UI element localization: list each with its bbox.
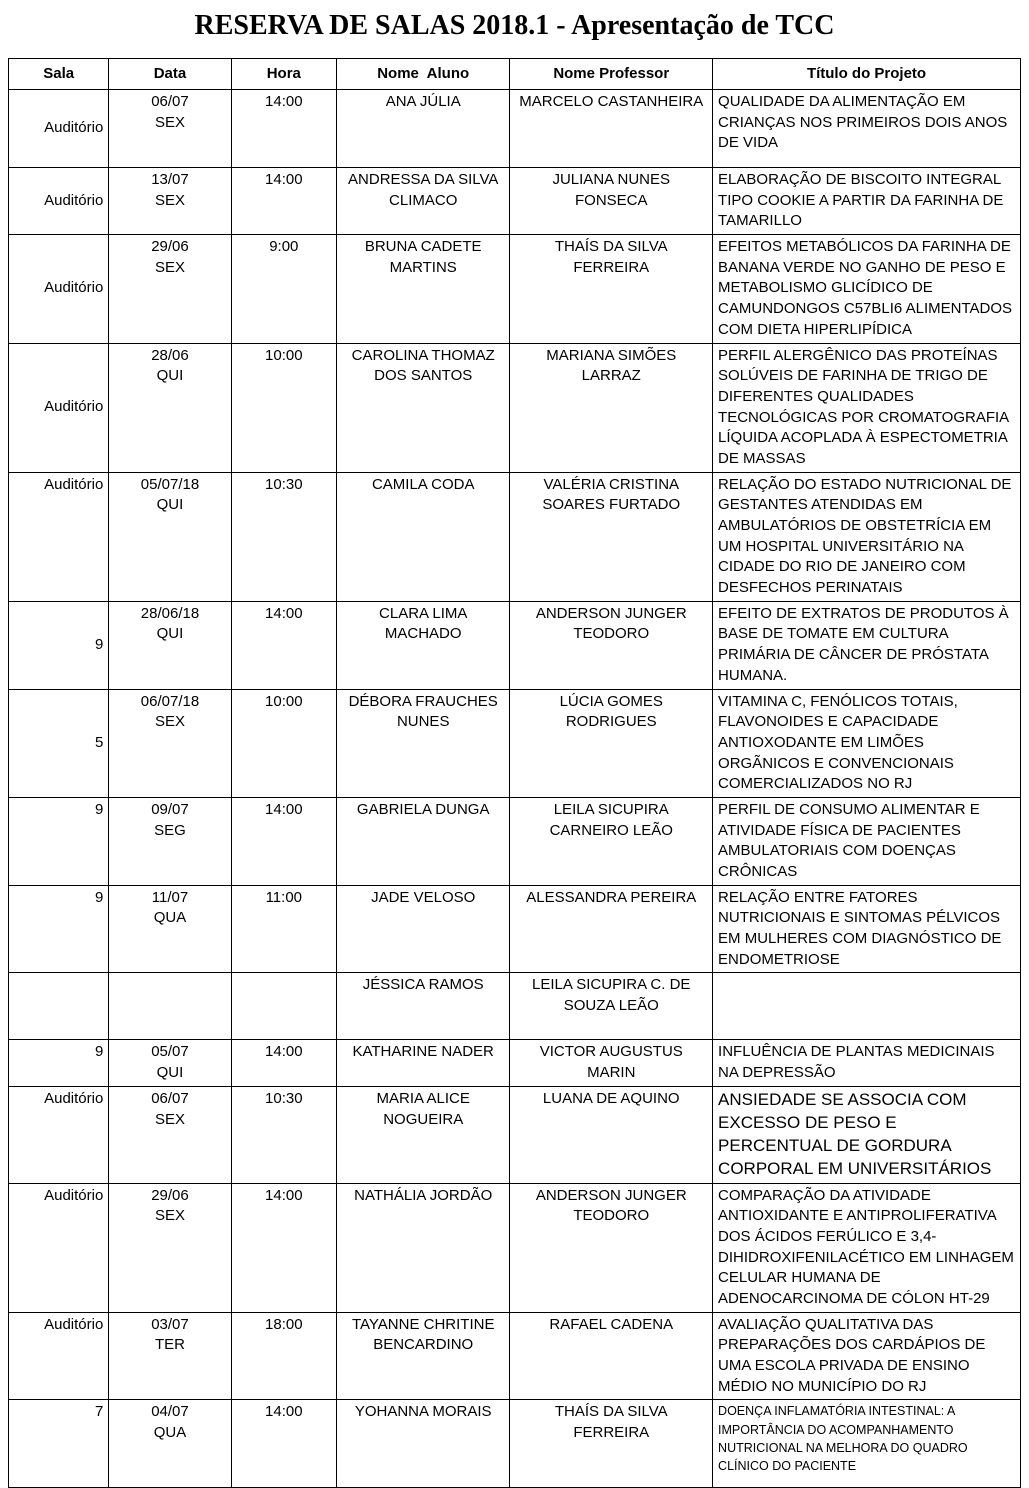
cell-nome-professor: VICTOR AUGUSTUS MARIN <box>510 1040 713 1086</box>
cell-nome-aluno: MARIA ALICE NOGUEIRA <box>336 1086 510 1183</box>
weekday-text: QUI <box>156 625 184 643</box>
cell-data <box>109 472 231 601</box>
cell-data <box>109 973 231 1040</box>
cell-nome-aluno: JADE VELOSO <box>336 885 510 973</box>
cell-nome-aluno: NATHÁLIA JORDÃO <box>336 1183 510 1312</box>
weekday-text: SEX <box>154 713 185 731</box>
cell-data <box>109 797 231 885</box>
cell-hora: 14:00 <box>231 1400 336 1488</box>
date-text: 09/07 <box>151 800 189 818</box>
header-cell-titulo-do-projeto: Título do Projeto <box>713 59 1021 90</box>
weekday-text: TER <box>154 1336 185 1354</box>
cell-data <box>109 343 231 472</box>
cell-nome-aluno: KATHARINE NADER <box>336 1040 510 1086</box>
cell-nome-professor: ALESSANDRA PEREIRA <box>510 885 713 973</box>
cell-titulo-projeto: RELAÇÃO ENTRE FATORES NUTRICIONAIS E SINTOMAS PÉLVICOS EM MULHERES COM DIAGNÓSTICO DE ENDOMETRIOSE <box>713 885 1021 973</box>
document-page <box>0 10 1029 1488</box>
table-row <box>9 235 1021 343</box>
cell-nome-aluno: CAROLINA THOMAZ DOS SANTOS <box>336 343 510 472</box>
date-text: 29/06 <box>151 1186 189 1204</box>
cell-nome-professor: THAÍS DA SILVA FERREIRA <box>510 1400 713 1488</box>
date-text: 28/06/18 <box>140 604 200 622</box>
cell-sala: 9 <box>9 601 109 689</box>
cell-hora: 18:00 <box>231 1312 336 1400</box>
table-row <box>9 885 1021 973</box>
weekday-text: SEX <box>154 113 185 131</box>
cell-titulo-projeto: DOENÇA INFLAMATÓRIA INTESTINAL: A IMPORTÂNCIA DO ACOMPANHAMENTO NUTRICIONAL NA MELHORA DO QUADRO CLÍNICO DO PACIENTE <box>713 1400 1021 1488</box>
cell-sala: Auditório <box>9 168 109 235</box>
cell-titulo-projeto: ANSIEDADE SE ASSOCIA COM EXCESSO DE PESO E PERCENTUAL DE GORDURA CORPORAL EM UNIVERSITÁRIOS <box>713 1086 1021 1183</box>
cell-data <box>109 1086 231 1183</box>
cell-nome-professor: LÚCIA GOMES RODRIGUES <box>510 689 713 797</box>
date-text: 04/07 <box>151 1403 189 1421</box>
cell-nome-professor: MARCELO CASTANHEIRA <box>510 90 713 168</box>
table-row <box>9 601 1021 689</box>
cell-titulo-projeto: RELAÇÃO DO ESTADO NUTRICIONAL DE GESTANTES ATENDIDAS EM AMBULATÓRIOS DE OBSTETRÍCIA EM UM HOSPITAL UNIVERSITÁRIO NA CIDADE DO RIO DE JANEIRO COM DESFECHOS PERINATAIS <box>713 472 1021 601</box>
table-row <box>9 1400 1021 1488</box>
cell-nome-professor: THAÍS DA SILVA FERREIRA <box>510 235 713 343</box>
cell-titulo-projeto: ELABORAÇÃO DE BISCOITO INTEGRAL TIPO COOKIE A PARTIR DA FARINHA DE TAMARILLO <box>713 168 1021 235</box>
cell-sala: Auditório <box>9 90 109 168</box>
date-text: 05/07/18 <box>140 475 200 493</box>
cell-sala: 9 <box>9 885 109 973</box>
cell-nome-aluno: TAYANNE CHRITINE BENCARDINO <box>336 1312 510 1400</box>
cell-sala: Auditório <box>9 1312 109 1400</box>
cell-data <box>109 1400 231 1488</box>
cell-nome-aluno: JÉSSICA RAMOS <box>336 973 510 1040</box>
cell-titulo-projeto: PERFIL DE CONSUMO ALIMENTAR E ATIVIDADE FÍSICA DE PACIENTES AMBULATORIAIS COM DOENÇAS CRÔNICAS <box>713 797 1021 885</box>
cell-titulo-projeto: AVALIAÇÃO QUALITATIVA DAS PREPARAÇÕES DOS CARDÁPIOS DE UMA ESCOLA PRIVADA DE ENSINO MÉDIO NO MUNICÍPIO DO RJ <box>713 1312 1021 1400</box>
cell-nome-professor: LEILA SICUPIRA C. DE SOUZA LEÃO <box>510 973 713 1040</box>
cell-nome-professor: ANDERSON JUNGER TEODORO <box>510 601 713 689</box>
cell-nome-aluno: CAMILA CODA <box>336 472 510 601</box>
cell-data <box>109 90 231 168</box>
cell-hora: 10:30 <box>231 1086 336 1183</box>
cell-hora: 14:00 <box>231 797 336 885</box>
cell-hora: 14:00 <box>231 168 336 235</box>
cell-data <box>109 1183 231 1312</box>
cell-titulo-projeto <box>713 973 1021 1040</box>
date-text: 29/06 <box>151 238 189 256</box>
header-cell-nome-aluno: Nome Aluno <box>336 59 510 90</box>
date-text: 05/07 <box>151 1043 189 1061</box>
cell-nome-professor: VALÉRIA CRISTINA SOARES FURTADO <box>510 472 713 601</box>
cell-sala: 5 <box>9 689 109 797</box>
cell-data <box>109 601 231 689</box>
table-body <box>9 90 1021 1488</box>
table-row <box>9 797 1021 885</box>
cell-hora: 10:00 <box>231 343 336 472</box>
table-row <box>9 343 1021 472</box>
date-text: 28/06 <box>151 346 189 364</box>
cell-hora: 10:00 <box>231 689 336 797</box>
cell-nome-professor: LUANA DE AQUINO <box>510 1086 713 1183</box>
table-row <box>9 168 1021 235</box>
cell-data <box>109 1040 231 1086</box>
header-cell-sala: Sala <box>9 59 109 90</box>
cell-hora: 9:00 <box>231 235 336 343</box>
cell-nome-professor: LEILA SICUPIRA CARNEIRO LEÃO <box>510 797 713 885</box>
weekday-text: SEX <box>154 191 185 209</box>
weekday-text: SEX <box>154 258 185 276</box>
cell-hora: 11:00 <box>231 885 336 973</box>
table-row <box>9 973 1021 1040</box>
cell-sala: Auditório <box>9 1183 109 1312</box>
weekday-text: SEG <box>154 821 186 839</box>
cell-sala: 9 <box>9 1040 109 1086</box>
weekday-text: QUA <box>153 909 187 927</box>
date-text: 06/07/18 <box>140 692 200 710</box>
date-text: 03/07 <box>151 1315 189 1333</box>
cell-nome-aluno: YOHANNA MORAIS <box>336 1400 510 1488</box>
cell-nome-aluno: DÉBORA FRAUCHES NUNES <box>336 689 510 797</box>
cell-titulo-projeto: VITAMINA C, FENÓLICOS TOTAIS, FLAVONOIDES E CAPACIDADE ANTIOXODANTE EM LIMÕES ORGÃNICOS E CONVENCIONAIS COMERCIALIZADOS NO RJ <box>713 689 1021 797</box>
cell-nome-professor: RAFAEL CADENA <box>510 1312 713 1400</box>
weekday-text: QUI <box>156 496 184 514</box>
cell-data <box>109 235 231 343</box>
cell-data <box>109 885 231 973</box>
header-cell-hora: Hora <box>231 59 336 90</box>
cell-data <box>109 1312 231 1400</box>
cell-nome-aluno: GABRIELA DUNGA <box>336 797 510 885</box>
cell-nome-aluno: ANDRESSA DA SILVA CLIMACO <box>336 168 510 235</box>
cell-data <box>109 689 231 797</box>
cell-titulo-projeto: EFEITO DE EXTRATOS DE PRODUTOS À BASE DE TOMATE EM CULTURA PRIMÁRIA DE CÂNCER DE PRÓSTATA HUMANA. <box>713 601 1021 689</box>
cell-titulo-projeto: COMPARAÇÃO DA ATIVIDADE ANTIOXIDANTE E ANTIPROLIFERATIVA DOS ÁCIDOS FERÚLICO E 3,4-DIHIDROXIFENILACÉTICO EM LINHAGEM CELULAR HUMANA DE ADENOCARCINOMA DE CÓLON HT-29 <box>713 1183 1021 1312</box>
cell-sala: Auditório <box>9 343 109 472</box>
weekday-text: QUI <box>156 367 184 385</box>
cell-sala: Auditório <box>9 1086 109 1183</box>
cell-sala: Auditório <box>9 235 109 343</box>
cell-nome-professor: JULIANA NUNES FONSECA <box>510 168 713 235</box>
table-row <box>9 689 1021 797</box>
header-cell-data: Data <box>109 59 231 90</box>
table-row <box>9 90 1021 168</box>
weekday-text: QUI <box>156 1064 184 1082</box>
date-text: 06/07 <box>151 1089 189 1107</box>
cell-hora: 14:00 <box>231 1040 336 1086</box>
cell-data <box>109 168 231 235</box>
header-row <box>9 59 1021 90</box>
cell-sala: Auditório <box>9 472 109 601</box>
cell-nome-professor: MARIANA SIMÕES LARRAZ <box>510 343 713 472</box>
header-cell-nome-professor: Nome Professor <box>510 59 713 90</box>
page-title: RESERVA DE SALAS 2018.1 - Apresentação de TCC <box>194 10 835 41</box>
weekday-text: QUA <box>153 1424 187 1442</box>
table-row <box>9 1312 1021 1400</box>
cell-nome-professor: ANDERSON JUNGER TEODORO <box>510 1183 713 1312</box>
cell-titulo-projeto: QUALIDADE DA ALIMENTAÇÃO EM CRIANÇAS NOS PRIMEIROS DOIS ANOS DE VIDA <box>713 90 1021 168</box>
date-text: 13/07 <box>151 171 189 188</box>
date-text: 11/07 <box>151 888 189 906</box>
table-row <box>9 1040 1021 1086</box>
cell-hora: 14:00 <box>231 90 336 168</box>
cell-sala: 9 <box>9 797 109 885</box>
table-row <box>9 472 1021 601</box>
table-row <box>9 1183 1021 1312</box>
cell-hora: 14:00 <box>231 601 336 689</box>
reservation-table <box>8 58 1021 1488</box>
date-text: 06/07 <box>151 93 189 110</box>
cell-nome-aluno: CLARA LIMA MACHADO <box>336 601 510 689</box>
cell-nome-aluno: ANA JÚLIA <box>336 90 510 168</box>
table-row <box>9 1086 1021 1183</box>
cell-sala: 7 <box>9 1400 109 1488</box>
cell-hora <box>231 973 336 1040</box>
weekday-text: SEX <box>154 1110 185 1128</box>
cell-sala <box>9 973 109 1040</box>
cell-hora: 14:00 <box>231 1183 336 1312</box>
cell-hora: 10:30 <box>231 472 336 601</box>
cell-nome-aluno: BRUNA CADETE MARTINS <box>336 235 510 343</box>
cell-titulo-projeto: EFEITOS METABÓLICOS DA FARINHA DE BANANA VERDE NO GANHO DE PESO E METABOLISMO GLICÍDICO DE CAMUNDONGOS C57BLI6 ALIMENTADOS COM DIETA HIPERLIPÍDICA <box>713 235 1021 343</box>
weekday-text: SEX <box>154 1207 185 1225</box>
cell-titulo-projeto: PERFIL ALERGÊNICO DAS PROTEÍNAS SOLÚVEIS DE FARINHA DE TRIGO DE DIFERENTES QUALIDADES TECNOLÓGICAS POR CROMATOGRAFIA LÍQUIDA ACOPLADA À ESPECTOMETRIA DE MASSAS <box>713 343 1021 472</box>
cell-titulo-projeto: INFLUÊNCIA DE PLANTAS MEDICINAIS NA DEPRESSÃO <box>713 1040 1021 1086</box>
